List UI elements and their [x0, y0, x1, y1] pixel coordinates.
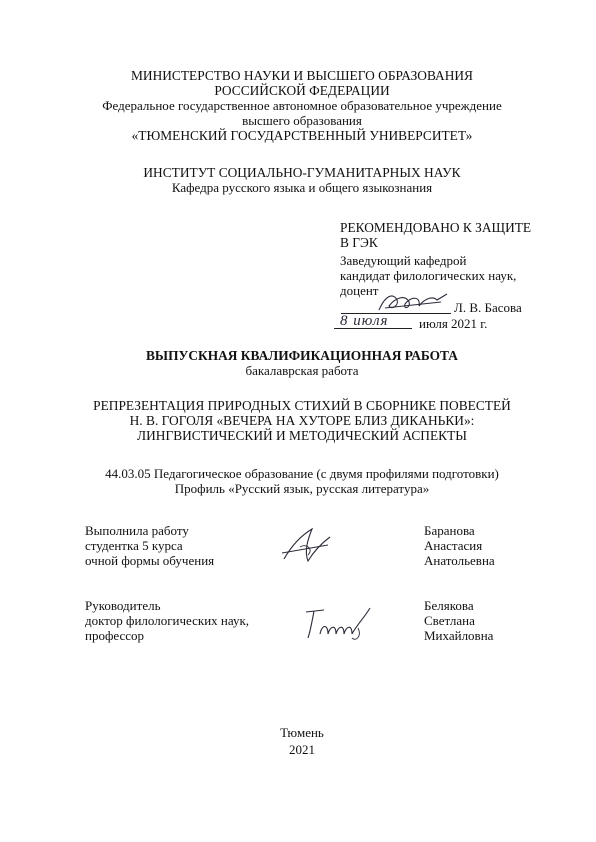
topic-line2: Н. В. ГОГОЛЯ «ВЕЧЕРА НА ХУТОРЕ БЛИЗ ДИКАНЬКИ»: [129, 413, 475, 428]
institution-line1: Федеральное государственное автономное образовательное учреждение [102, 98, 502, 113]
university-name: «ТЮМЕНСКИЙ ГОСУДАРСТВЕННЫЙ УНИВЕРСИТЕТ» [131, 128, 473, 143]
institute-name: ИНСТИТУТ СОЦИАЛЬНО-ГУМАНИТАРНЫХ НАУК [143, 165, 461, 180]
thesis-type: ВЫПУСКНАЯ КВАЛИФИКАЦИОННАЯ РАБОТА [146, 348, 458, 363]
header-block [22, 68, 582, 143]
approval-role-line2: кандидат филологических наук, [340, 268, 517, 283]
footer-year: 2021 [289, 742, 315, 757]
supervisor-role-line1: Руководитель [85, 598, 161, 613]
topic-line1: РЕПРЕЗЕНТАЦИЯ ПРИРОДНЫХ СТИХИЙ В СБОРНИКЕ ПОВЕСТЕЙ [93, 398, 511, 413]
approval-person-name: Л. В. Басова [454, 300, 522, 315]
supervisor-role-line2: доктор филологических наук, [85, 613, 250, 628]
approval-title-line2: В ГЭК [340, 235, 378, 250]
thesis-type-block [22, 348, 582, 378]
approval-role-line3: доцент [340, 283, 379, 298]
supervisor-first-name: Светлана [424, 613, 475, 628]
direction-code: 44.03.05 Педагогическое образование (с двумя профилями подготовки) [105, 466, 499, 481]
supervisor-role [85, 598, 295, 643]
ministry-line1: МИНИСТЕРСТВО НАУКИ И ВЫСШЕГО ОБРАЗОВАНИЯ [131, 68, 473, 83]
institute-block [22, 165, 582, 195]
ministry-line2: РОССИЙСКОЙ ФЕДЕРАЦИИ [214, 83, 390, 98]
footer-city: Тюмень [280, 725, 324, 740]
author-surname: Баранова [424, 523, 475, 538]
author-patronymic: Анатольевна [424, 553, 495, 568]
approval-block [340, 220, 580, 298]
direction-block [22, 466, 582, 496]
supervisor-surname: Белякова [424, 598, 474, 613]
topic-line3: ЛИНГВИСТИЧЕСКИЙ И МЕТОДИЧЕСКИЙ АСПЕКТЫ [137, 428, 467, 443]
supervisor-role-line3: профессор [85, 628, 145, 643]
author-role [85, 523, 295, 568]
supervisor-signature [298, 604, 378, 644]
author-role-line1: Выполнила работу [85, 523, 189, 538]
approval-signature [375, 288, 455, 316]
department-name: Кафедра русского языка и общего языкознания [171, 180, 433, 195]
institution-line2: высшего образования [242, 113, 362, 128]
approval-date-suffix: июля 2021 г. [419, 316, 488, 331]
author-first-name: Анастасия [424, 538, 483, 553]
direction-profile: Профиль «Русский язык, русская литература» [174, 481, 430, 496]
approval-date-handwritten: 8 июля [340, 313, 389, 329]
author-name [424, 523, 574, 568]
supervisor-name [424, 598, 574, 643]
footer-block [22, 725, 582, 757]
supervisor-patronymic: Михайловна [424, 628, 494, 643]
approval-role-line1: Заведующий кафедрой [340, 253, 467, 268]
author-signature [278, 525, 336, 569]
author-role-line3: очной формы обучения [85, 553, 215, 568]
author-role-line2: студентка 5 курса [85, 538, 183, 553]
thesis-level: бакалаврская работа [245, 363, 359, 378]
approval-title-line1: РЕКОМЕНДОВАНО К ЗАЩИТЕ [340, 220, 532, 235]
thesis-topic [22, 398, 582, 443]
